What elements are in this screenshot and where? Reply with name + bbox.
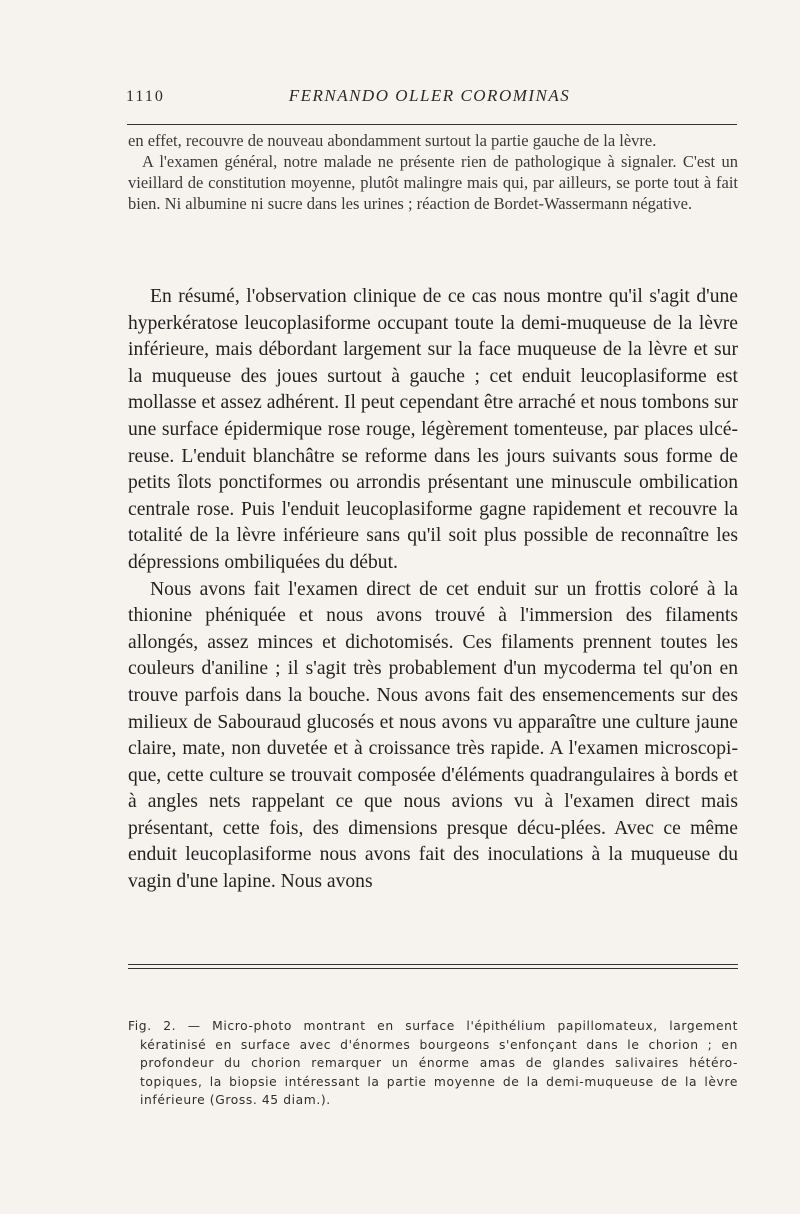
body-paragraph: Nous avons fait l'examen direct de cet enduit sur un frottis coloré à la thionine phéniquée et nous avons trouvé à l'immersion des filaments allongés, assez minces et dichotomisés. Ces filaments prennent toutes les couleurs d'aniline ; il s'agit très probablement d'un mycoderma tel qu'on en trouve parfois dans la bouche. Nous avons fait des ensemencements sur des milieux de Sabouraud glucosés et nous avons vu apparaître une culture jaune claire, mate, non duvetée et à croissance très rapide. A l'examen microscopi-que, cette culture se trouvait composée d'éléments quadrangulaires à bords et à angles nets rappelant ce que nous avions vu à l'examen direct mais présentant, cette fois, des dimensions presque décu-plées. Avec ce même enduit leucoplasiforme nous avons fait des inoculations à la muqueuse du vagin d'une lapine. Nous avons (128, 578, 738, 893)
header-rule (127, 124, 737, 125)
page-header (122, 84, 737, 112)
observation-paragraph: A l'examen général, notre malade ne présente rien de pathologique à signaler. C'est un vieillard de constitution moyenne, plutôt malingre mais qui, par ailleurs, se porte tout à fait bien. Ni albumine ni sucre dans les urines ; réaction de Bordet-Wassermann négative. (128, 152, 738, 213)
observation-paragraph: en effet, recouvre de nouveau abondamment surtout la partie gauche de la lèvre. (128, 131, 657, 150)
observation-text (128, 130, 738, 214)
summary-text (128, 284, 738, 896)
running-title: FERNANDO OLLER COROMINAS (288, 86, 571, 105)
body-paragraph: En résumé, l'observation clinique de ce cas nous montre qu'il s'agit d'une hyperkératose leucoplasiforme occupant toute la demi-muqueuse de la lèvre inférieure, mais débordant largement sur la face muqueuse de la lèvre et sur la muqueuse des joues surtout à gauche ; cet enduit leucoplasiforme est mollasse et assez adhérent. Il peut cependant être arraché et nous tombons sur une surface épidermique rose rouge, légèrement tomenteuse, par places ulcé-reuse. L'enduit blanchâtre se reforme dans les jours suivants sous forme de petits îlots ponctiformes ou arrondis présentant une minuscule ombilication centrale rose. Puis l'enduit leucoplasiforme gagne rapidement et recouvre la totalité de la lèvre inférieure sans qu'il soit plus possible de reconnaître les dépressions ombiliquées du début. (128, 286, 738, 573)
footnote-rule-top (128, 964, 738, 965)
page-number: 1110 (126, 88, 165, 105)
caption-text: Fig. 2. — Micro-photo montrant en surface l'épithélium papillomateux, largement kératinisé en surface avec d'énormes bourgeons s'enfonçant dans le chorion ; en profondeur du chorion remarquer un énorme amas de glandes salivaires hétéro-topiques, la biopsie intéressant la partie moyenne de la demi-muqueuse de la lèvre inférieure (Gross. 45 diam.). (128, 1019, 738, 1107)
footnote-rule-bottom (128, 968, 738, 969)
figure-caption (128, 1017, 738, 1110)
